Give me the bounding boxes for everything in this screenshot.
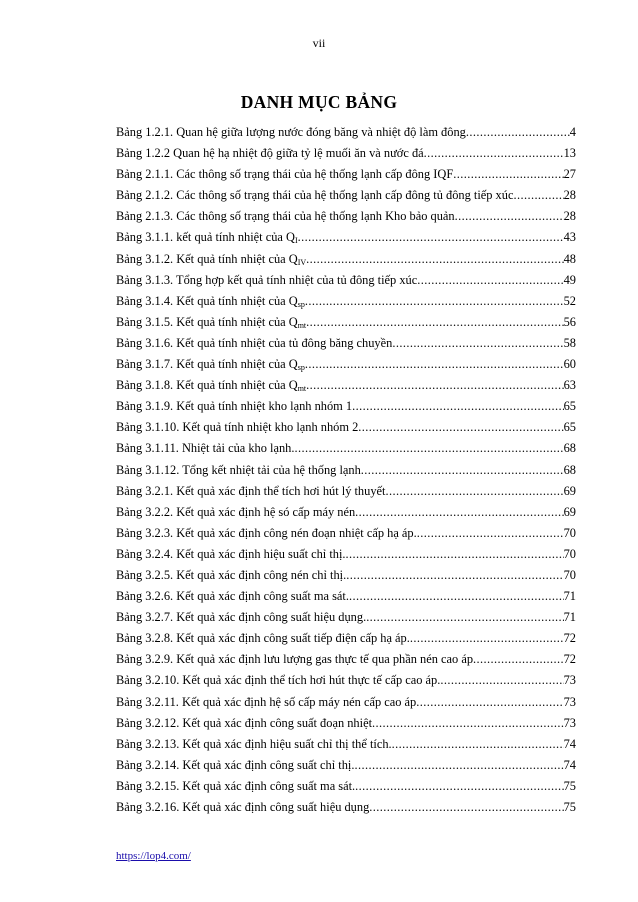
page-number: vii — [312, 36, 326, 50]
entry-title — [116, 607, 366, 628]
dot-leader — [455, 206, 564, 227]
entry-title — [116, 270, 417, 291]
entry-title-text: Bảng 3.1.7. Kết quả tính nhiệt của Q — [116, 357, 298, 372]
table-list-item[interactable] — [116, 417, 576, 438]
entry-subscript: mt — [297, 384, 307, 394]
table-list-item[interactable] — [116, 523, 576, 544]
table-list-item[interactable] — [116, 185, 576, 206]
entry-title-text: Bảng 3.1.8. Kết quả tính nhiệt của Q — [116, 378, 298, 393]
entry-title-text: Bảng 3.1.6. Kết quả tính nhiệt của tủ đông băng chuyền — [116, 335, 393, 350]
entry-title — [116, 692, 416, 713]
entry-page-number: 65 — [563, 420, 576, 435]
entry-page-number: 13 — [563, 146, 576, 161]
table-list-item[interactable] — [116, 628, 576, 649]
entry-page-number: 74 — [563, 757, 576, 772]
entry-page-number: 73 — [563, 715, 576, 730]
entry-title-text: Bảng 3.1.12. Tổng kết nhiệt tải của hệ thống lạnh — [116, 462, 361, 477]
entry-title-text: Bảng 2.1.3. Các thông số trạng thái của hệ thống lạnh Kho bảo quản — [116, 209, 455, 224]
entry-title-text: Bảng 3.2.11. Kết quả xác định hệ số cấp máy nén cấp cao áp — [116, 694, 417, 709]
entry-title — [116, 354, 305, 375]
entry-title-text: Bảng 3.2.9. Kết quả xác định lưu lượng gas thực tế qua phần nén cao áp — [116, 652, 474, 667]
dot-leader — [369, 797, 563, 818]
entry-title — [116, 734, 392, 755]
dot-leader — [298, 227, 564, 248]
table-list-item[interactable] — [116, 354, 576, 375]
entry-title — [116, 481, 385, 502]
table-list-item[interactable] — [116, 270, 576, 291]
entry-page-number: 52 — [563, 293, 576, 308]
entry-page-number: 72 — [563, 652, 576, 667]
table-list-item[interactable] — [116, 375, 576, 396]
entry-title — [116, 565, 346, 586]
entry-page-number: 27 — [563, 167, 576, 182]
dot-leader — [306, 375, 563, 396]
entry-page-number: 65 — [563, 399, 576, 414]
table-list-item[interactable] — [116, 670, 576, 691]
entry-title-text: Bảng 3.1.3. Tổng hợp kết quả tính nhiệt của tủ đông tiếp xúc — [116, 272, 418, 287]
entry-title-text: Bảng 3.2.5. Kết quả xác định công nén chỉ thị. — [116, 567, 347, 582]
dot-leader — [473, 649, 564, 670]
table-list-item[interactable] — [116, 692, 576, 713]
table-list-item[interactable] — [116, 734, 576, 755]
entry-title-text: Bảng 2.1.2. Các thông số trạng thái của hệ thống lạnh cấp đông tủ đông tiếp xúc — [116, 188, 514, 203]
entry-page-number: 4 — [569, 125, 576, 139]
dot-leader — [372, 713, 564, 734]
entry-title — [116, 143, 424, 164]
entry-title-text: Bảng 3.1.4. Kết quả tính nhiệt của Q — [116, 293, 298, 308]
entry-page-number: 71 — [563, 610, 576, 625]
entry-page-number: 75 — [563, 800, 576, 814]
entry-page-number: 75 — [563, 778, 576, 793]
table-list-item[interactable] — [116, 164, 576, 185]
entry-title-text: Bảng 3.1.9. Kết quả tính nhiệt kho lạnh nhóm 1 — [116, 399, 353, 414]
entry-title — [116, 460, 361, 481]
table-list-item[interactable] — [116, 481, 576, 502]
dot-leader — [392, 734, 564, 755]
entry-title-text: Bảng 3.2.8. Kết quả xác định công suất tiếp điện cấp hạ áp. — [116, 631, 410, 646]
dot-leader — [358, 417, 563, 438]
entry-title — [116, 438, 294, 459]
entry-title-text: Bảng 3.2.13. Kết quả xác định hiệu suất chỉ thị thể tích. — [116, 736, 392, 751]
entry-title — [116, 227, 298, 248]
entry-title — [116, 586, 349, 607]
dot-leader — [392, 333, 563, 354]
entry-page-number: 43 — [563, 230, 576, 245]
entry-title — [116, 502, 355, 523]
dot-leader — [346, 544, 564, 565]
entry-title-text: Bảng 3.2.2. Kết quả xác định hệ só cấp máy nén — [116, 504, 356, 519]
table-list-item[interactable] — [116, 227, 576, 248]
table-list-item[interactable] — [116, 438, 576, 459]
entry-title-text: Bảng 3.2.15. Kết quả xác định công suất ma sát. — [116, 778, 356, 793]
dot-leader — [453, 164, 563, 185]
entry-subscript: IV — [297, 257, 307, 267]
dot-leader — [416, 692, 563, 713]
entry-title-text: Bảng 3.2.3. Kết quả xác định công nén đoạn nhiệt cấp hạ áp. — [116, 525, 417, 540]
entry-title-text: Bảng 3.1.2. Kết quả tính nhiệt của Q — [116, 251, 298, 266]
page-title: DANH MỤC BẢNG — [240, 92, 398, 112]
entry-title-text: Bảng 3.1.10. Kết quả tính nhiệt kho lạnh nhóm 2 — [116, 420, 359, 435]
table-list-item[interactable] — [116, 291, 576, 312]
entry-title-text: Bảng 3.2.14. Kết quả xác định công suất chỉ thị. — [116, 757, 355, 772]
entry-title — [116, 523, 417, 544]
dot-leader — [355, 502, 563, 523]
entry-page-number: 70 — [563, 546, 576, 561]
table-list-item[interactable] — [116, 797, 576, 818]
table-list-item[interactable] — [116, 565, 576, 586]
entry-page-number: 68 — [563, 441, 576, 456]
entry-title — [116, 396, 352, 417]
entry-page-number: 73 — [563, 694, 576, 709]
entry-page-number: 74 — [563, 736, 576, 751]
dot-leader — [306, 312, 563, 333]
entry-page-number: 49 — [563, 272, 576, 287]
entry-page-number: 73 — [563, 673, 576, 688]
entry-title-text: Bảng 1.2.2 Quan hệ hạ nhiệt độ giữa tỷ lệ muối ăn và nước đá — [116, 146, 424, 161]
entry-title-text: Bảng 3.2.7. Kết quả xác định công suất hiệu dụng. — [116, 610, 367, 625]
dot-leader — [306, 249, 563, 270]
entry-title-text: Bảng 3.2.16. Kết quả xác định công suất hiệu dụng — [116, 800, 370, 814]
entry-page-number: 72 — [563, 631, 576, 646]
entry-page-number: 70 — [563, 567, 576, 582]
dot-leader — [417, 523, 564, 544]
entry-title-text: Bảng 1.2.1. Quan hệ giữa lượng nước đóng băng và nhiệt độ làm đông — [116, 125, 466, 139]
entry-page-number: 58 — [563, 335, 576, 350]
table-list — [116, 122, 576, 818]
table-list-item[interactable] — [116, 206, 576, 227]
entry-title-text: Bảng 3.2.12. Kết quả xác định công suất đoạn nhiệt — [116, 715, 373, 730]
entry-title-text: Bảng 3.2.10. Kết quả xác định thể tích hơi hút thực tế cấp cao áp. — [116, 673, 441, 688]
entry-page-number: 69 — [563, 483, 576, 498]
entry-title — [116, 206, 455, 227]
dot-leader — [354, 755, 563, 776]
dot-leader — [417, 270, 563, 291]
entry-page-number: 60 — [563, 357, 576, 372]
dot-leader — [305, 291, 564, 312]
entry-title — [116, 649, 473, 670]
entry-page-number: 63 — [563, 378, 576, 393]
dot-leader — [355, 776, 563, 797]
entry-page-number: 69 — [563, 504, 576, 519]
entry-title-text: Bảng 3.1.1. kết quả tính nhiệt của Q — [116, 230, 295, 245]
table-list-item[interactable] — [116, 396, 576, 417]
dot-leader — [346, 565, 563, 586]
dot-leader — [294, 438, 563, 459]
entry-title — [116, 544, 346, 565]
entry-title — [116, 333, 392, 354]
table-list-item[interactable] — [116, 333, 576, 354]
entry-title — [116, 164, 453, 185]
entry-title — [116, 249, 306, 270]
dot-leader — [440, 670, 563, 691]
entry-title — [116, 122, 466, 143]
dot-leader — [349, 586, 564, 607]
table-list-item[interactable] — [116, 249, 576, 270]
table-list-item[interactable] — [116, 713, 576, 734]
entry-subscript: mt — [297, 320, 307, 330]
footer-link[interactable]: https://lop4.com/ — [116, 850, 191, 862]
entry-subscript: sp — [297, 299, 305, 309]
entry-title-text: Bảng 3.2.4. Kết quả xác định hiệu suất chỉ thị. — [116, 546, 346, 561]
entry-title — [116, 670, 440, 691]
entry-page-number: 28 — [563, 188, 576, 203]
entry-title-text: Bảng 3.1.11. Nhiệt tải của kho lạnh. — [116, 441, 295, 456]
dot-leader — [366, 607, 563, 628]
entry-title — [116, 312, 306, 333]
entry-subscript: I — [294, 236, 298, 246]
table-list-item[interactable] — [116, 776, 576, 797]
dot-leader — [466, 122, 570, 143]
table-list-item[interactable] — [116, 460, 576, 481]
entry-page-number: 48 — [563, 251, 576, 266]
entry-page-number: 68 — [563, 462, 576, 477]
entry-page-number: 71 — [563, 589, 576, 604]
table-list-item[interactable] — [116, 312, 576, 333]
table-list-item[interactable] — [116, 544, 576, 565]
entry-title — [116, 375, 306, 396]
entry-title — [116, 291, 305, 312]
table-list-item[interactable] — [116, 122, 576, 143]
entry-title-text: Bảng 2.1.1. Các thông số trạng thái của hệ thống lạnh cấp đông IQF — [116, 167, 454, 182]
table-list-item[interactable] — [116, 586, 576, 607]
entry-title — [116, 628, 410, 649]
dot-leader — [424, 143, 564, 164]
entry-page-number: 28 — [563, 209, 576, 224]
entry-title — [116, 755, 354, 776]
table-list-item[interactable] — [116, 607, 576, 628]
dot-leader — [352, 396, 564, 417]
table-list-item[interactable] — [116, 649, 576, 670]
dot-leader — [410, 628, 564, 649]
entry-subscript: sp — [297, 363, 305, 373]
dot-leader — [305, 354, 564, 375]
entry-title — [116, 776, 355, 797]
entry-title — [116, 417, 358, 438]
table-list-item[interactable] — [116, 755, 576, 776]
dot-leader — [513, 185, 563, 206]
entry-page-number: 70 — [563, 525, 576, 540]
dot-leader — [385, 481, 563, 502]
entry-title — [116, 185, 513, 206]
entry-title-text: Bảng 3.2.6. Kết quả xác định công suất ma sát. — [116, 589, 349, 604]
entry-title — [116, 797, 369, 818]
entry-title-text: Bảng 3.1.5. Kết quả tính nhiệt của Q — [116, 314, 298, 329]
table-list-item[interactable] — [116, 502, 576, 523]
entry-title-text: Bảng 3.2.1. Kết quả xác định thể tích hơi hút lý thuyết — [116, 483, 386, 498]
entry-title — [116, 713, 372, 734]
table-list-item[interactable] — [116, 143, 576, 164]
entry-page-number: 56 — [563, 314, 576, 329]
dot-leader — [361, 460, 564, 481]
